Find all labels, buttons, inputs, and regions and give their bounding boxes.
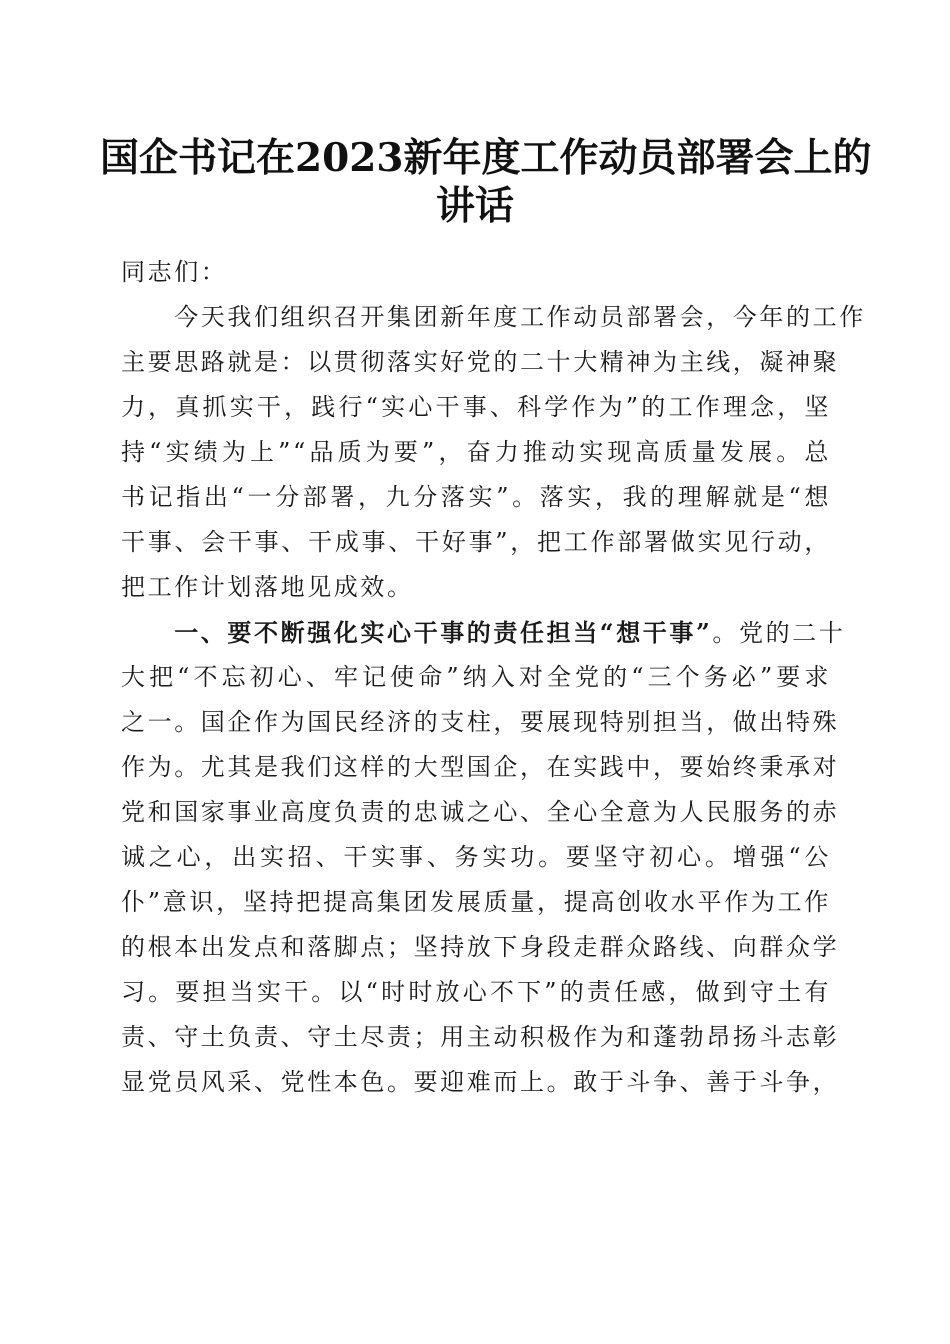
paragraph-1-line: 干事、会干事、干成事、干好事”，把工作部署做实见行动， xyxy=(121,528,831,556)
paragraph-2-line: 习。要担当实干。以“时时放心不下”的责任感，做到守土有 xyxy=(121,978,831,1006)
paragraph-2-line: 大把“不忘初心、牢记使命”纳入对全党的“三个务必”要求 xyxy=(121,663,831,691)
document-title xyxy=(100,134,872,230)
title-line-1: 国企书记在2023新年度工作动员部署会上的 xyxy=(100,135,872,181)
title-line-2: 讲话 xyxy=(435,183,514,229)
paragraph-2-line: 诚之心，出实招、干实事、务实功。要坚守初心。增强“公 xyxy=(121,843,831,871)
paragraph-2-line: 党和国家事业高度负责的忠诚之心、全心全意为人民服务的赤 xyxy=(121,798,840,826)
paragraph-2-line: 仆”意识，坚持把提高集团发展质量，提高创收水平作为工作 xyxy=(121,888,831,916)
paragraph-2-line: 责、守土负责、守土尽责；用主动积极作为和蓬勃昂扬斗志彰 xyxy=(121,1023,840,1051)
paragraph-1-line: 力，真抓实干，践行“实心干事、科学作为”的工作理念，坚 xyxy=(121,393,831,421)
paragraph-1-line: 持“实绩为上”“品质为要”，奋力推动实现高质量发展。总 xyxy=(121,438,831,466)
document-body xyxy=(121,250,866,1105)
paragraph-2-line: 显党员风采、党性本色。要迎难而上。敢于斗争、善于斗争， xyxy=(121,1068,840,1096)
paragraph-2 xyxy=(121,610,846,1105)
paragraph-2-first-line-rest: 。党的二十 xyxy=(712,619,846,647)
paragraph-2-first-line xyxy=(121,610,846,655)
paragraph-1-line: 书记指出“一分部署，九分落实”。落实，我的理解就是“想 xyxy=(121,483,831,511)
paragraph-1-line: 今天我们组织召开集团新年度工作动员部署会，今年的工作 xyxy=(121,303,866,331)
paragraph-1-line: 把工作计划落地见成效。 xyxy=(121,573,414,601)
paragraph-1-line: 主要思路就是：以贯彻落实好党的二十大精神为主线，凝神聚 xyxy=(121,348,840,376)
paragraph-2-line: 之一。国企作为国民经济的支柱，要展现特别担当，做出特殊 xyxy=(121,708,840,736)
salutation: 同志们： xyxy=(121,258,228,286)
paragraph-1 xyxy=(121,295,866,610)
paragraph-2-line: 作为。尤其是我们这样的大型国企，在实践中，要始终秉承对 xyxy=(121,753,840,781)
paragraph-2-line: 的根本出发点和落脚点；坚持放下身段走群众路线、向群众学 xyxy=(121,933,840,961)
section-heading: 一、要不断强化实心干事的责任担当“想干事” xyxy=(121,618,713,647)
